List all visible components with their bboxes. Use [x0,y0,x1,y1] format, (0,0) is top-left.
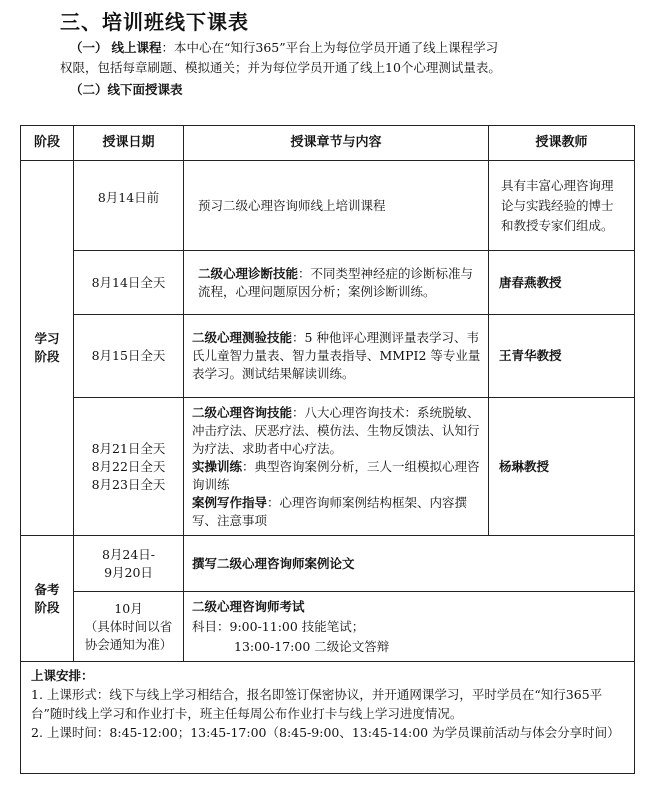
date-cell: 10月 （具体时间以省 协会通知为准） [74,592,184,662]
table-row [21,536,635,592]
date-cell: 8月21日全天 8月22日全天 8月23日全天 [74,398,184,536]
offline-heading: （二）线下面授课表 [70,82,183,97]
table-row [21,161,635,251]
header-date: 授课日期 [74,126,184,161]
notes-item-2: 2. 上课时间：8:45-12:00；13:45-17:00（8:45-9:00、13:45-14:00 为学员课前活动与体会分享时间） [31,725,620,740]
notes-item-1: 1. 上课形式：线下与线上学习相结合，报名即签订保密协议，并开通网课学习，平时学员在“知行365平台”随时线上学习和作业打卡，班主任每周公布作业打卡与线上学习进度情况。 [31,687,603,721]
header-content: 授课章节与内容 [184,126,489,161]
content-cell: 二级心理咨询技能：八大心理咨询技术：系统脱敏、冲击疗法、厌恶疗法、模仿法、生物反馈法、认知行为疗法、求助者中心疗法。 实操训练：典型咨询案例分析，三人一组模拟心理咨询训练 案例写作指导：心理咨询师案例结构框架、内容撰写、注意事项 [184,398,489,536]
stage-exam: 备考 阶段 [21,536,74,662]
teacher-cell: 具有丰富心理咨询理论与实践经验的博士和教授专家们组成。 [489,161,635,251]
page-title: 三、培训班线下课表 [60,10,249,34]
content-cell: 预习二级心理咨询师线上培训课程 [184,161,489,251]
online-prefix: （一） [70,40,108,55]
online-text-line2: 权限，包括每章刷题、模拟通关；并为每位学员开通了线上10个心理测试量表。 [60,60,501,75]
table-row [21,398,635,536]
date-cell: 8月14日全天 [74,251,184,315]
content-cell: 二级心理咨询师考试 科目：9:00-11:00 技能笔试； 13:00-17:00 二级论文答辩 [184,592,635,662]
stage-study: 学习 阶段 [21,161,74,536]
table-header-row [21,126,635,161]
date-cell: 8月14日前 [74,161,184,251]
content-cell: 撰写二级心理咨询师案例论文 [184,536,635,592]
teacher-cell: 王青华教授 [489,315,635,398]
schedule-table [20,125,635,774]
schedule-notes [21,662,635,774]
date-cell: 8月15日全天 [74,315,184,398]
date-cell: 8月24日- 9月20日 [74,536,184,592]
table-row [21,592,635,662]
teacher-cell: 杨琳教授 [489,398,635,536]
notes-heading: 上课安排： [31,668,94,683]
notes-row [21,662,635,774]
content-cell: 二级心理测验技能：5 种他评心理测评量表学习、韦氏儿童智力量表、智力量表指导、MMPI2 等专业量表学习。测试结果解读训练。 [184,315,489,398]
header-stage: 阶段 [21,126,74,161]
table-row [21,251,635,315]
online-course-paragraph [60,38,620,78]
header-teacher: 授课教师 [489,126,635,161]
content-cell: 二级心理诊断技能：不同类型神经症的诊断标准与流程，心理问题原因分析；案例诊断训练。 [184,251,489,315]
teacher-cell: 唐春燕教授 [489,251,635,315]
online-label: 线上课程 [111,40,162,55]
table-row [21,315,635,398]
online-text-line1: ：本中心在“知行365”平台上为每位学员开通了线上课程学习 [161,40,499,55]
